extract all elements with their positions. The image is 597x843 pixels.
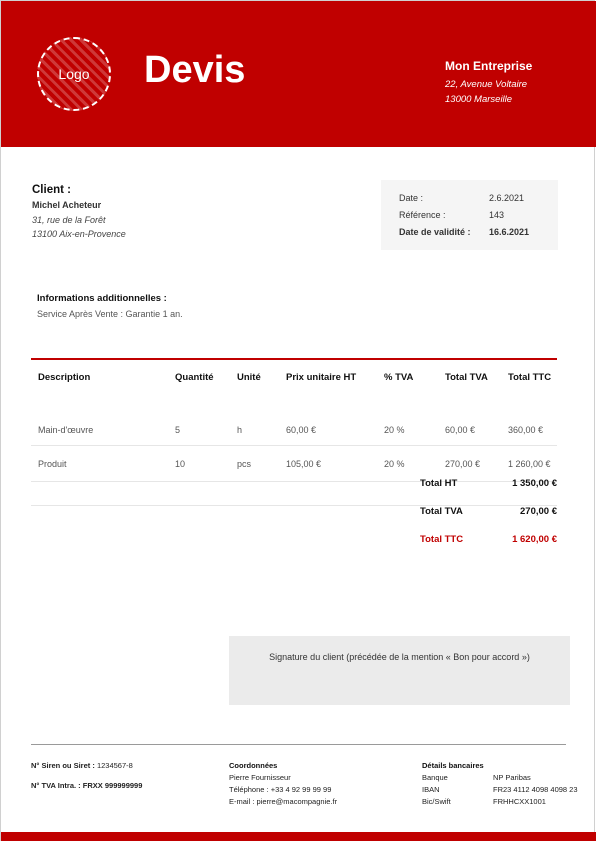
footer-tva-value: FRXX 999999999 <box>82 781 143 790</box>
meta-reference-label: Référence : <box>399 209 446 220</box>
footer-bank-label: Banque <box>422 773 448 782</box>
meta-validity-value: 16.6.2021 <box>489 226 530 237</box>
footer-tva <box>31 780 142 792</box>
cell-unit: pcs <box>237 458 252 469</box>
header-unit-price: Prix unitaire HT <box>286 371 357 383</box>
meta-date-row <box>399 189 558 206</box>
meta-date-label: Date : <box>399 192 424 203</box>
total-ht-row <box>420 478 557 506</box>
company-block <box>445 59 550 107</box>
footer-iban-value: FR23 4112 4098 4098 23 <box>493 785 578 794</box>
footer-contact-name: Pierre Fournisseur <box>229 773 291 782</box>
table-row <box>31 446 557 482</box>
footer-rule <box>31 744 566 745</box>
cell-vat-rate: 20 % <box>384 424 405 435</box>
cell-quantity: 10 <box>175 458 186 469</box>
additional-info-label: Informations additionnelles : <box>37 293 167 304</box>
total-tva-label: Total TVA <box>420 506 463 517</box>
meta-date-value: 2.6.2021 <box>489 192 525 203</box>
company-street: 22, Avenue Voltaire <box>445 79 528 90</box>
total-ht-value: 1 350,00 € <box>512 478 557 489</box>
header-vat-total: Total TVA <box>445 371 488 383</box>
header-description: Description <box>38 371 91 383</box>
total-tva-value: 270,00 € <box>520 506 557 517</box>
header-unit: Unité <box>237 371 261 383</box>
client-street: 31, rue de la Forêt <box>32 215 106 225</box>
cell-vat-rate: 20 % <box>384 458 405 469</box>
footer-iban-label: IBAN <box>422 785 440 794</box>
cell-unit: h <box>237 424 243 435</box>
footer-siren-label: N° Siren ou Siret : <box>31 761 95 770</box>
document-title: Devis <box>144 49 246 91</box>
quote-meta-box <box>381 180 558 250</box>
cell-unit-price: 60,00 € <box>286 424 317 435</box>
table-row <box>31 414 557 446</box>
header-band <box>1 1 596 147</box>
cell-unit-price: 105,00 € <box>286 458 322 469</box>
header-quantity: Quantité <box>175 371 214 383</box>
meta-reference-row <box>399 206 558 223</box>
cell-vat-total: 270,00 € <box>445 458 481 469</box>
total-ttc-label: Total TTC <box>420 534 464 545</box>
additional-info-text: Service Après Vente : Garantie 1 an. <box>37 309 183 319</box>
totals-block <box>420 478 557 562</box>
footer-siren-value: 1234567-8 <box>96 761 133 770</box>
footer-contact-title: Coordonnées <box>229 761 278 770</box>
client-block <box>32 184 126 241</box>
client-city: 13100 Aix-en-Provence <box>32 229 126 239</box>
footer-bank-value: NP Paribas <box>493 773 531 782</box>
cell-vat-total: 60,00 € <box>445 424 476 435</box>
meta-validity-label: Date de validité : <box>399 226 471 237</box>
footer-contact-phone: Téléphone : +33 4 92 99 99 99 <box>229 785 332 794</box>
footer-bank-row <box>422 772 578 784</box>
additional-info <box>37 293 183 319</box>
company-name: Mon Entreprise <box>445 59 533 73</box>
signature-caption: Signature du client (précédée de la mention « Bon pour accord ») <box>269 652 530 662</box>
footer-contact-email[interactable]: E-mail : pierre@macompagnie.fr <box>229 797 338 806</box>
total-tva-row <box>420 506 557 534</box>
footer-iban-row <box>422 784 578 796</box>
cell-total-ttc: 1 260,00 € <box>508 458 551 469</box>
logo-label: Logo <box>58 66 90 82</box>
footer-legal <box>31 760 142 800</box>
footer-bic-label: Bic/Swift <box>422 797 451 806</box>
total-ttc-value: 1 620,00 € <box>512 534 557 545</box>
table-header-row <box>31 360 557 394</box>
cell-total-ttc: 360,00 € <box>508 424 544 435</box>
footer-bank-title: Détails bancaires <box>422 761 484 770</box>
cell-quantity: 5 <box>175 424 181 435</box>
meta-reference-value: 143 <box>489 209 505 220</box>
client-label: Client : <box>32 184 71 196</box>
client-name: Michel Acheteur <box>32 200 102 210</box>
signature-box[interactable] <box>229 636 570 705</box>
footer-bic-row <box>422 796 578 808</box>
total-ttc-row <box>420 534 557 562</box>
header-vat-rate: % TVA <box>384 371 414 383</box>
table-spacer <box>31 394 557 414</box>
footer-tva-label: N° TVA Intra. : <box>31 781 81 790</box>
bottom-band <box>1 832 596 841</box>
footer-bank <box>422 760 578 808</box>
footer-bic-value: FRHHCXX1001 <box>493 797 546 806</box>
company-city: 13000 Marseille <box>445 94 513 105</box>
header-total-ttc: Total TTC <box>508 371 552 383</box>
footer-siren <box>31 760 142 772</box>
cell-description: Main-d'œuvre <box>38 424 94 435</box>
cell-description: Produit <box>38 458 67 469</box>
footer-contact <box>229 760 337 808</box>
total-ht-label: Total HT <box>420 478 458 489</box>
logo-placeholder <box>37 37 111 111</box>
meta-validity-row <box>399 223 558 240</box>
